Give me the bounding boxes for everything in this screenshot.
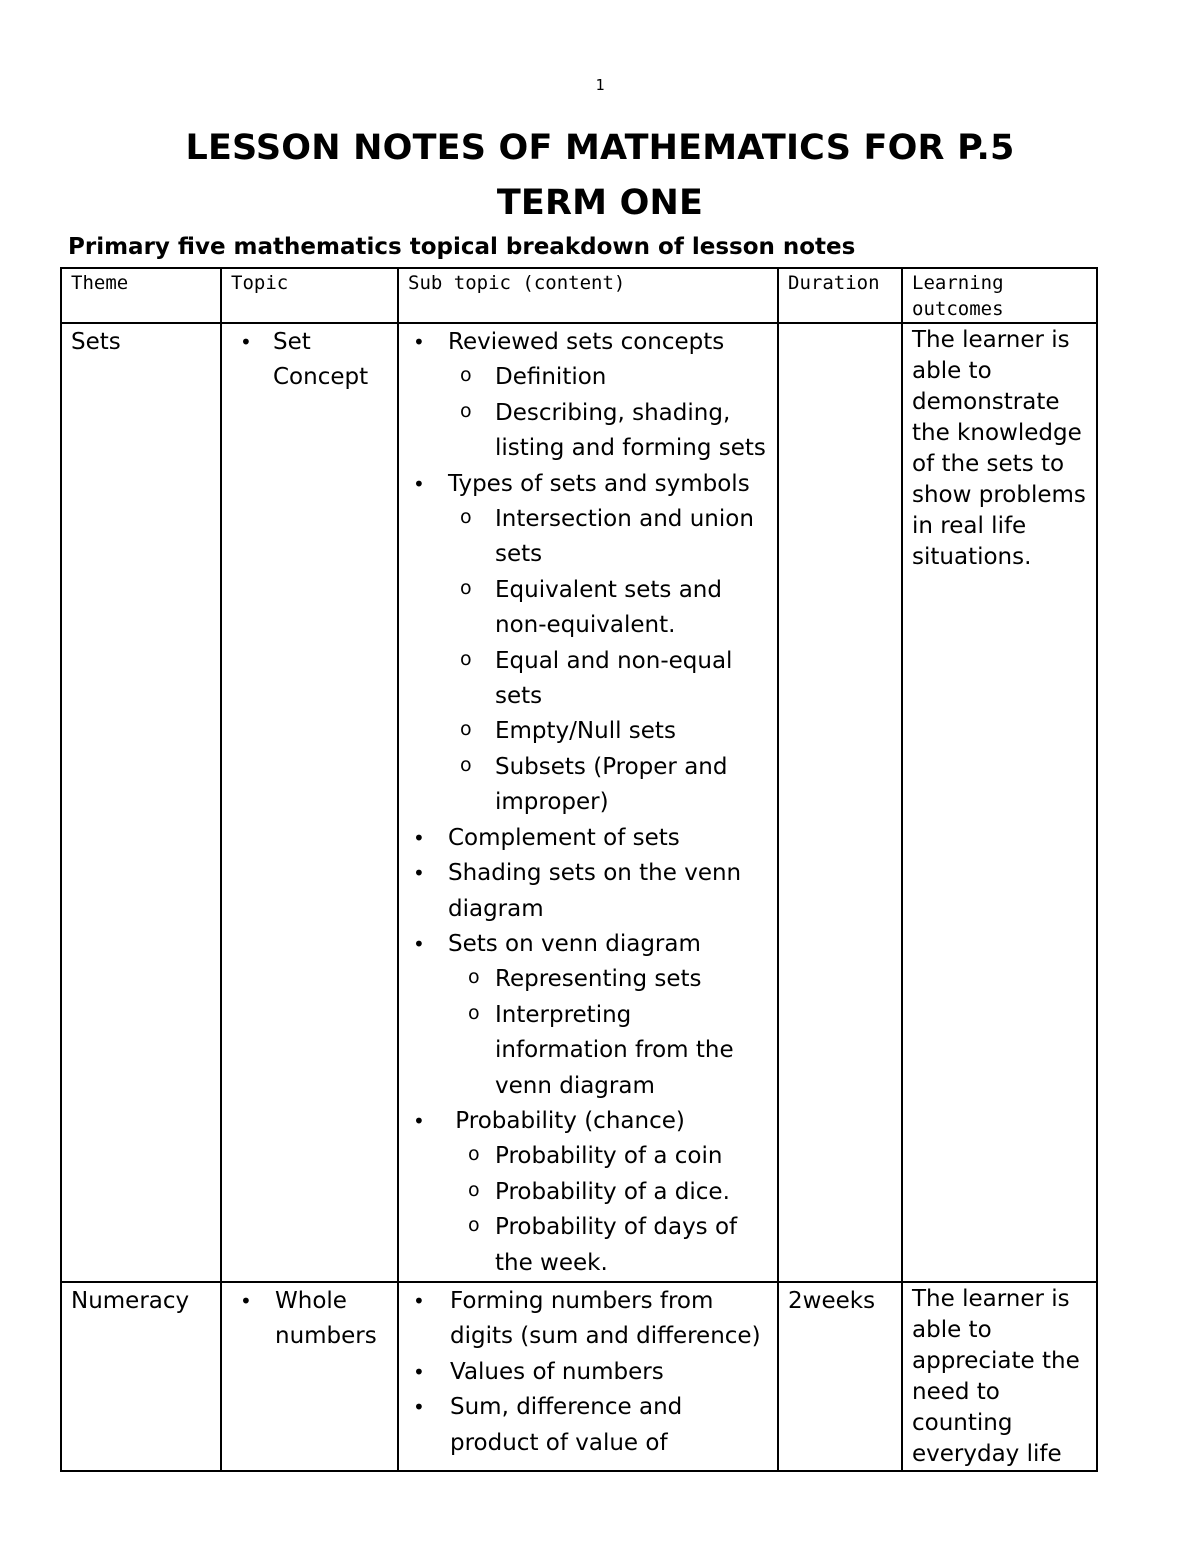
header-learning-outcomes: Learning outcomes bbox=[902, 268, 1097, 323]
learning-outcome-cell: The learner is able to appreciate the need to counting everyday life bbox=[902, 1282, 1097, 1471]
table-row bbox=[61, 323, 1097, 1282]
document-title: LESSON NOTES OF MATHEMATICS FOR P.5 bbox=[185, 128, 1015, 168]
header-topic: Topic bbox=[221, 268, 398, 323]
list-item: • Types of sets and symbols bbox=[408, 467, 770, 502]
table-header-row bbox=[61, 268, 1097, 323]
list-item: o Probability of a dice. bbox=[408, 1175, 770, 1210]
list-item: o Probability of days of the week. bbox=[408, 1210, 770, 1281]
list-item: o Representing sets bbox=[408, 962, 770, 997]
list-item: • Sum, difference and product of value of bbox=[408, 1390, 770, 1461]
list-item: o Equal and non-equal sets bbox=[408, 644, 770, 715]
list-item: o Definition bbox=[408, 360, 770, 395]
page-number: 1 bbox=[595, 76, 605, 94]
subtopic-cell bbox=[398, 1282, 778, 1471]
list-item: • Shading sets on the venn diagram bbox=[408, 856, 770, 927]
list-item: o Subsets (Proper and improper) bbox=[408, 750, 770, 821]
list-item: o Equivalent sets and non-equivalent. bbox=[408, 573, 770, 644]
topic-cell bbox=[221, 323, 398, 1282]
header-subtopic: Sub topic (content) bbox=[398, 268, 778, 323]
list-item: • Sets on venn diagram bbox=[408, 927, 770, 962]
list-item: • Reviewed sets concepts bbox=[408, 325, 770, 360]
list-item: o Empty/Null sets bbox=[408, 714, 770, 749]
duration-cell: 2weeks bbox=[778, 1282, 902, 1471]
table-row bbox=[61, 1282, 1097, 1471]
topic-item: • Whole numbers bbox=[231, 1284, 390, 1355]
duration-cell bbox=[778, 323, 902, 1282]
subtopic-cell bbox=[398, 323, 778, 1282]
list-item: o Interpreting information from the venn diagram bbox=[408, 998, 770, 1104]
document-subtitle: Primary five mathematics topical breakdown of lesson notes bbox=[68, 234, 856, 260]
topic-cell bbox=[221, 1282, 398, 1471]
theme-cell: Sets bbox=[61, 323, 221, 1282]
list-item: o Intersection and union sets bbox=[408, 502, 770, 573]
subtopic-list bbox=[408, 1284, 770, 1461]
header-theme: Theme bbox=[61, 268, 221, 323]
list-item: o Probability of a coin bbox=[408, 1139, 770, 1174]
list-item: • Probability (chance) bbox=[408, 1104, 770, 1139]
list-item: • Forming numbers from digits (sum and difference) bbox=[408, 1284, 770, 1355]
theme-cell: Numeracy bbox=[61, 1282, 221, 1471]
topic-item: • Set Concept bbox=[231, 325, 390, 396]
document-term: TERM ONE bbox=[496, 183, 704, 223]
topical-breakdown-table bbox=[60, 267, 1098, 1472]
list-item: • Complement of sets bbox=[408, 821, 770, 856]
list-item: • Values of numbers bbox=[408, 1355, 770, 1390]
header-duration: Duration bbox=[778, 268, 902, 323]
list-item: o Describing, shading, listing and forming sets bbox=[408, 396, 770, 467]
learning-outcome-cell: The learner is able to demonstrate the knowledge of the sets to show problems in real life situations. bbox=[902, 323, 1097, 1282]
subtopic-list bbox=[408, 325, 770, 1281]
